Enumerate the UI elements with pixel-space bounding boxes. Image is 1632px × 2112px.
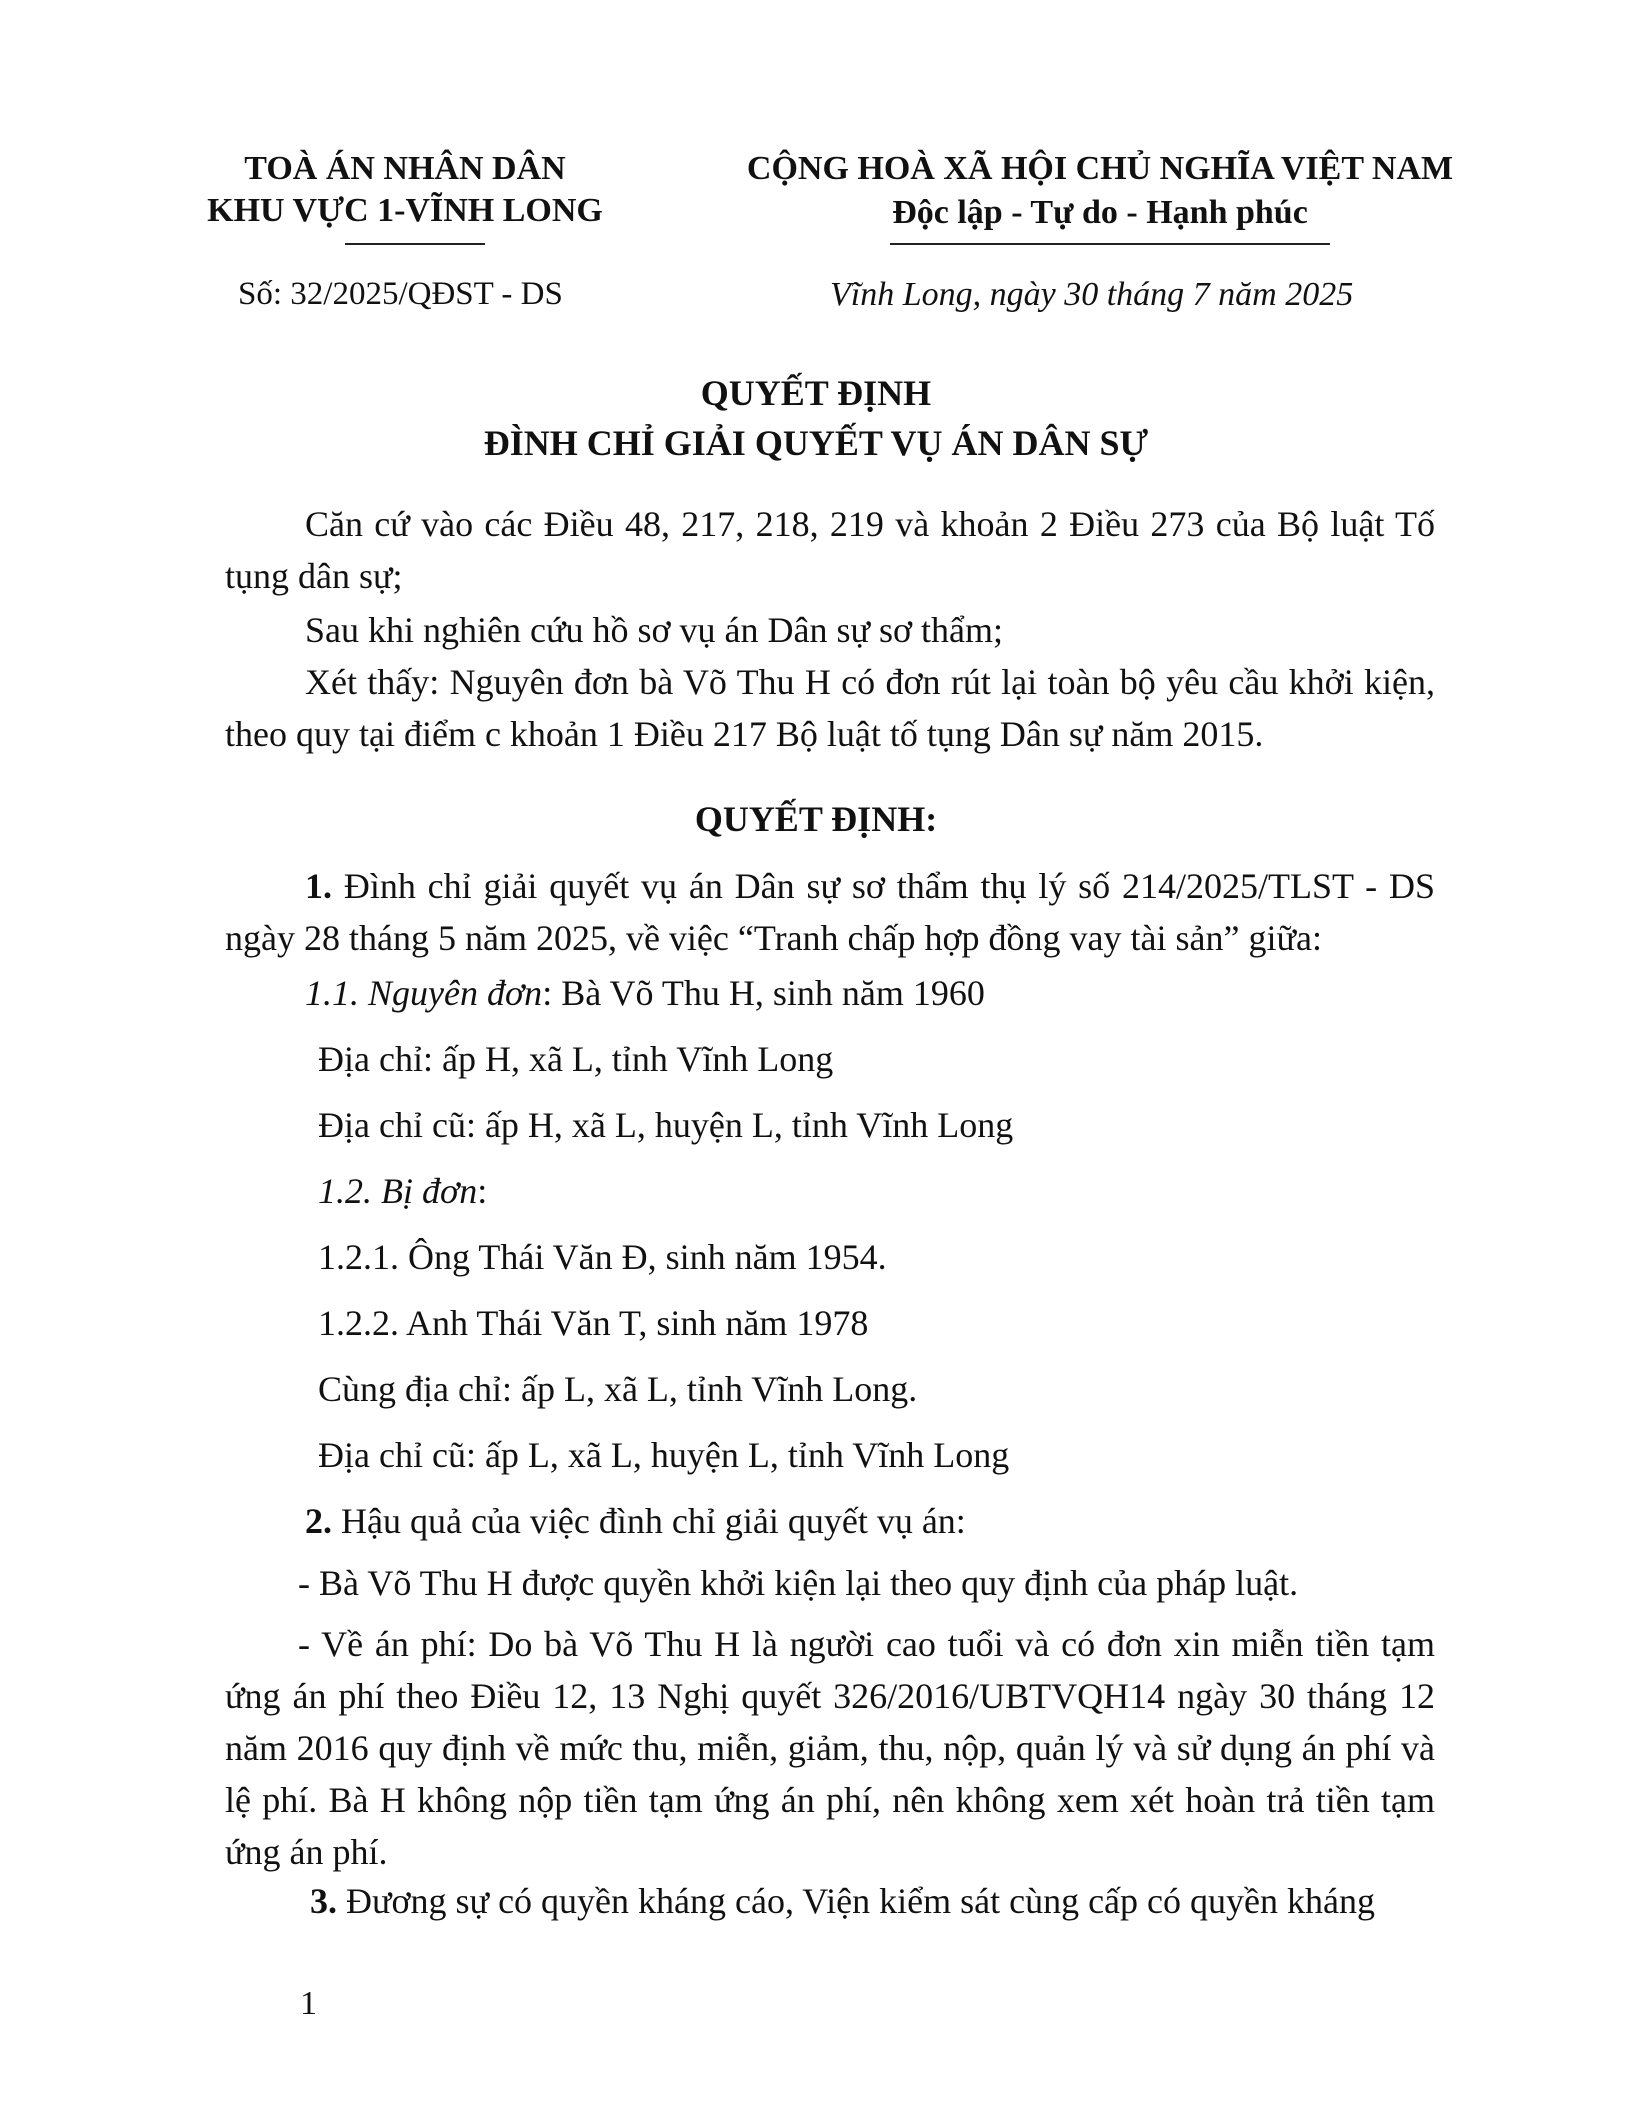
page-subtitle: ĐÌNH CHỈ GIẢI QUYẾT VỤ ÁN DÂN SỰ bbox=[483, 423, 1149, 463]
defendant-2: 1.2.2. Anh Thái Văn T, sinh năm 1978 bbox=[318, 1303, 869, 1343]
right-header-rule bbox=[890, 243, 1330, 245]
item-1-number: 1. bbox=[305, 866, 332, 906]
defendant-label: 1.2. Bị đơn bbox=[318, 1171, 478, 1211]
item-1-body: Đình chỉ giải quyết vụ án Dân sự sơ thẩm thụ lý số 214/2025/TLST - DS ngày 28 tháng 5 năm 2025, về việc “Tranh chấp hợp đồng vay tài sản” giữa: bbox=[225, 866, 1435, 958]
defendant-1-birth: , sinh năm 1954. bbox=[647, 1237, 887, 1277]
decision-heading: QUYẾT ĐỊNH: bbox=[694, 799, 938, 839]
court-name-line2: KHU VỰC 1-VĨNH LONG bbox=[207, 192, 603, 229]
preamble-consideration: Xét thấy: Nguyên đơn bà Võ Thu H có đơn rút lại toàn bộ yêu cầu khởi kiện, theo quy tại điểm c khoản 1 Điều 217 Bộ luật tố tụng Dân sự năm 2015. bbox=[225, 662, 1435, 754]
plaintiff-line bbox=[305, 972, 985, 1014]
item-2-body: Hậu quả của việc đình chỉ giải quyết vụ án: bbox=[332, 1501, 966, 1541]
document-number: Số: 32/2025/QĐST - DS bbox=[238, 276, 563, 312]
court-name-line1: TOÀ ÁN NHÂN DÂN bbox=[244, 150, 566, 187]
place-date: Vĩnh Long, ngày 30 tháng 7 năm 2025 bbox=[830, 276, 1354, 313]
defendant-1-name: 1.2.1. Ông Thái Văn Đ bbox=[318, 1237, 648, 1277]
defendant-1 bbox=[318, 1236, 887, 1278]
item-3-body: Đương sự có quyền kháng cáo, Viện kiểm sát cùng cấp có quyền kháng bbox=[337, 1881, 1375, 1921]
preamble-legal-basis: Căn cứ vào các Điều 48, 217, 218, 219 và khoản 2 Điều 273 của Bộ luật Tố tụng dân sự; bbox=[225, 504, 1435, 596]
preamble-study: Sau khi nghiên cứu hồ sơ vụ án Dân sự sơ thẩm; bbox=[305, 610, 1004, 650]
item-2-bullet-1: - Bà Võ Thu H được quyền khởi kiện lại theo quy định của pháp luật. bbox=[298, 1563, 1299, 1603]
nation-motto: Độc lập - Tự do - Hạnh phúc bbox=[892, 194, 1308, 231]
item-3-number: 3. bbox=[310, 1881, 337, 1921]
nation-name: CỘNG HOÀ XÃ HỘI CHỦ NGHĨA VIỆT NAM bbox=[746, 150, 1454, 187]
left-header-rule bbox=[345, 243, 485, 245]
item-2-bullet-2: - Về án phí: Do bà Võ Thu H là người cao tuổi và có đơn xin miễn tiền tạm ứng án phí theo Điều 12, 13 Nghị quyết 326/2016/UBTVQH14 ngày 30 tháng 12 năm 2016 quy định về mức thu, miễn, giảm, thu, nộp, quản lý và sử dụng án phí và lệ phí. Bà H không nộp tiền tạm ứng án phí, nên không xem xét hoàn trả tiền tạm ứng án phí. bbox=[225, 1624, 1435, 1872]
plaintiff-old-address: Địa chỉ cũ: ấp H, xã L, huyện L, tỉnh Vĩnh Long bbox=[318, 1105, 1014, 1145]
page-number: 1 bbox=[300, 1985, 317, 2022]
defendant-heading bbox=[318, 1170, 487, 1212]
item-2-heading bbox=[305, 1500, 966, 1542]
item-1-text bbox=[225, 860, 1435, 964]
page-title: QUYẾT ĐỊNH bbox=[700, 373, 932, 413]
plaintiff-label: 1.1. Nguyên đơn bbox=[305, 973, 543, 1013]
plaintiff-info: : Bà Võ Thu H, sinh năm 1960 bbox=[542, 973, 985, 1013]
defendant-old-address: Địa chỉ cũ: ấp L, xã L, huyện L, tỉnh Vĩnh Long bbox=[318, 1435, 1010, 1475]
item-2-number: 2. bbox=[305, 1501, 332, 1541]
defendant-colon: : bbox=[477, 1171, 488, 1211]
item-3-text bbox=[310, 1880, 1375, 1922]
defendant-address: Cùng địa chỉ: ấp L, xã L, tỉnh Vĩnh Long. bbox=[318, 1369, 918, 1409]
plaintiff-address: Địa chỉ: ấp H, xã L, tỉnh Vĩnh Long bbox=[318, 1039, 834, 1079]
